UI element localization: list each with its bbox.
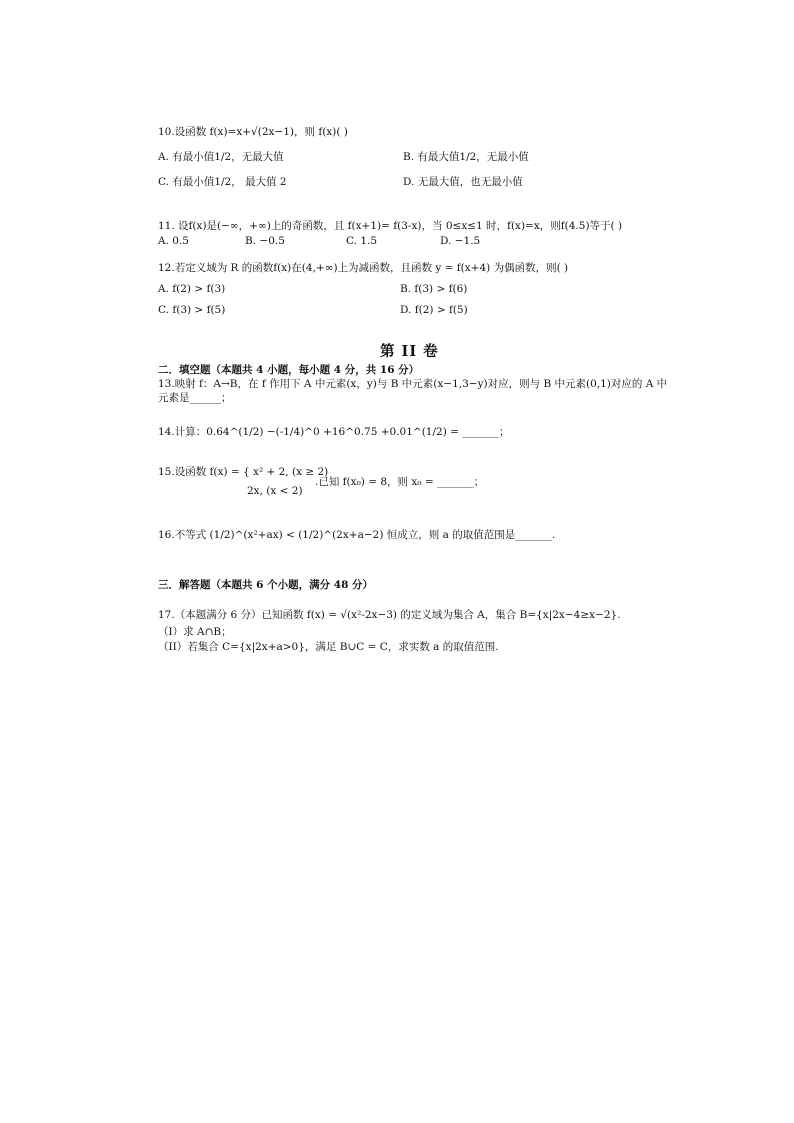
question-11-option-d: D. −1.5 (440, 235, 481, 247)
section-2-heading: 二．填空题（本题共 4 小题，每小题 4 分，共 16 分） (158, 364, 420, 376)
question-11-option-b: B. −0.5 (245, 235, 285, 247)
question-17-stem: 17.（本题满分 6 分）已知函数 f(x) = √(x²-2x−3) 的定义域为集合 A，集合 B={x|2x−4≥x−2}. (158, 609, 621, 621)
question-11-option-c: C. 1.5 (346, 235, 378, 247)
question-17-part-1: （I）求 A∩B； (158, 626, 232, 638)
question-10-option-c: C. 有最小值1/2， 最大值 2 (158, 176, 287, 188)
question-14: 14.计算：0.64^(1/2) −(-1/4)^0 +16^0.75 +0.01^(1/2) = _______； (158, 426, 510, 438)
question-11-stem: 11. 设f(x)是(−∞，+∞)上的奇函数，且 f(x+1)= f(3-x)，当 0≤x≤1 时，f(x)=x，则f(4.5)等于( ) (158, 220, 623, 232)
question-12-option-c: C. f(3) > f(5) (158, 304, 226, 316)
question-11-option-a: A. 0.5 (158, 235, 189, 247)
part-2-title: 第 II 卷 (380, 343, 439, 360)
question-16: 16.不等式 (1/2)^(x²+ax) < (1/2)^(2x+a−2) 恒成立，则 a 的取值范围是_______. (158, 529, 556, 541)
question-10-stem: 10.设函数 f(x)=x+√(2x−1)，则 f(x)( ) (158, 126, 348, 138)
question-15-line-1: 15.设函数 f(x) = { x² + 2, (x ≥ 2) (158, 466, 329, 478)
question-10-option-b: B. 有最大值1/2，无最小值 (403, 151, 529, 163)
question-10-option-a: A. 有最小值1/2，无最大值 (158, 151, 284, 163)
question-12-option-d: D. f(2) > f(5) (400, 304, 468, 316)
question-15-tail: .已知 f(x₀) = 8，则 x₀ = _______； (315, 476, 485, 488)
question-12-stem: 12.若定义域为 R 的函数f(x)在(4,+∞)上为减函数，且函数 y = f(x+4) 为偶函数，则( ) (158, 262, 569, 274)
question-17-part-2: （II）若集合 C={x|2x+a>0}，满足 B∪C = C，求实数 a 的取值范围. (158, 641, 499, 653)
question-13-line-1: 13.映射 f：A→B，在 f 作用下 A 中元素(x，y)与 B 中元素(x−1,3−y)对应，则与 B 中元素(0,1)对应的 A 中 (158, 378, 668, 390)
question-15-line-2: 2x, (x < 2) (247, 485, 303, 497)
question-12-option-a: A. f(2) > f(3) (158, 283, 226, 295)
question-10-option-d: D. 无最大值，也无最小值 (403, 176, 523, 188)
section-3-heading: 三．解答题（本题共 6 个小题，满分 48 分） (158, 579, 374, 591)
question-13-line-2: 元素是______； (158, 392, 232, 404)
question-12-option-b: B. f(3) > f(6) (400, 283, 468, 295)
